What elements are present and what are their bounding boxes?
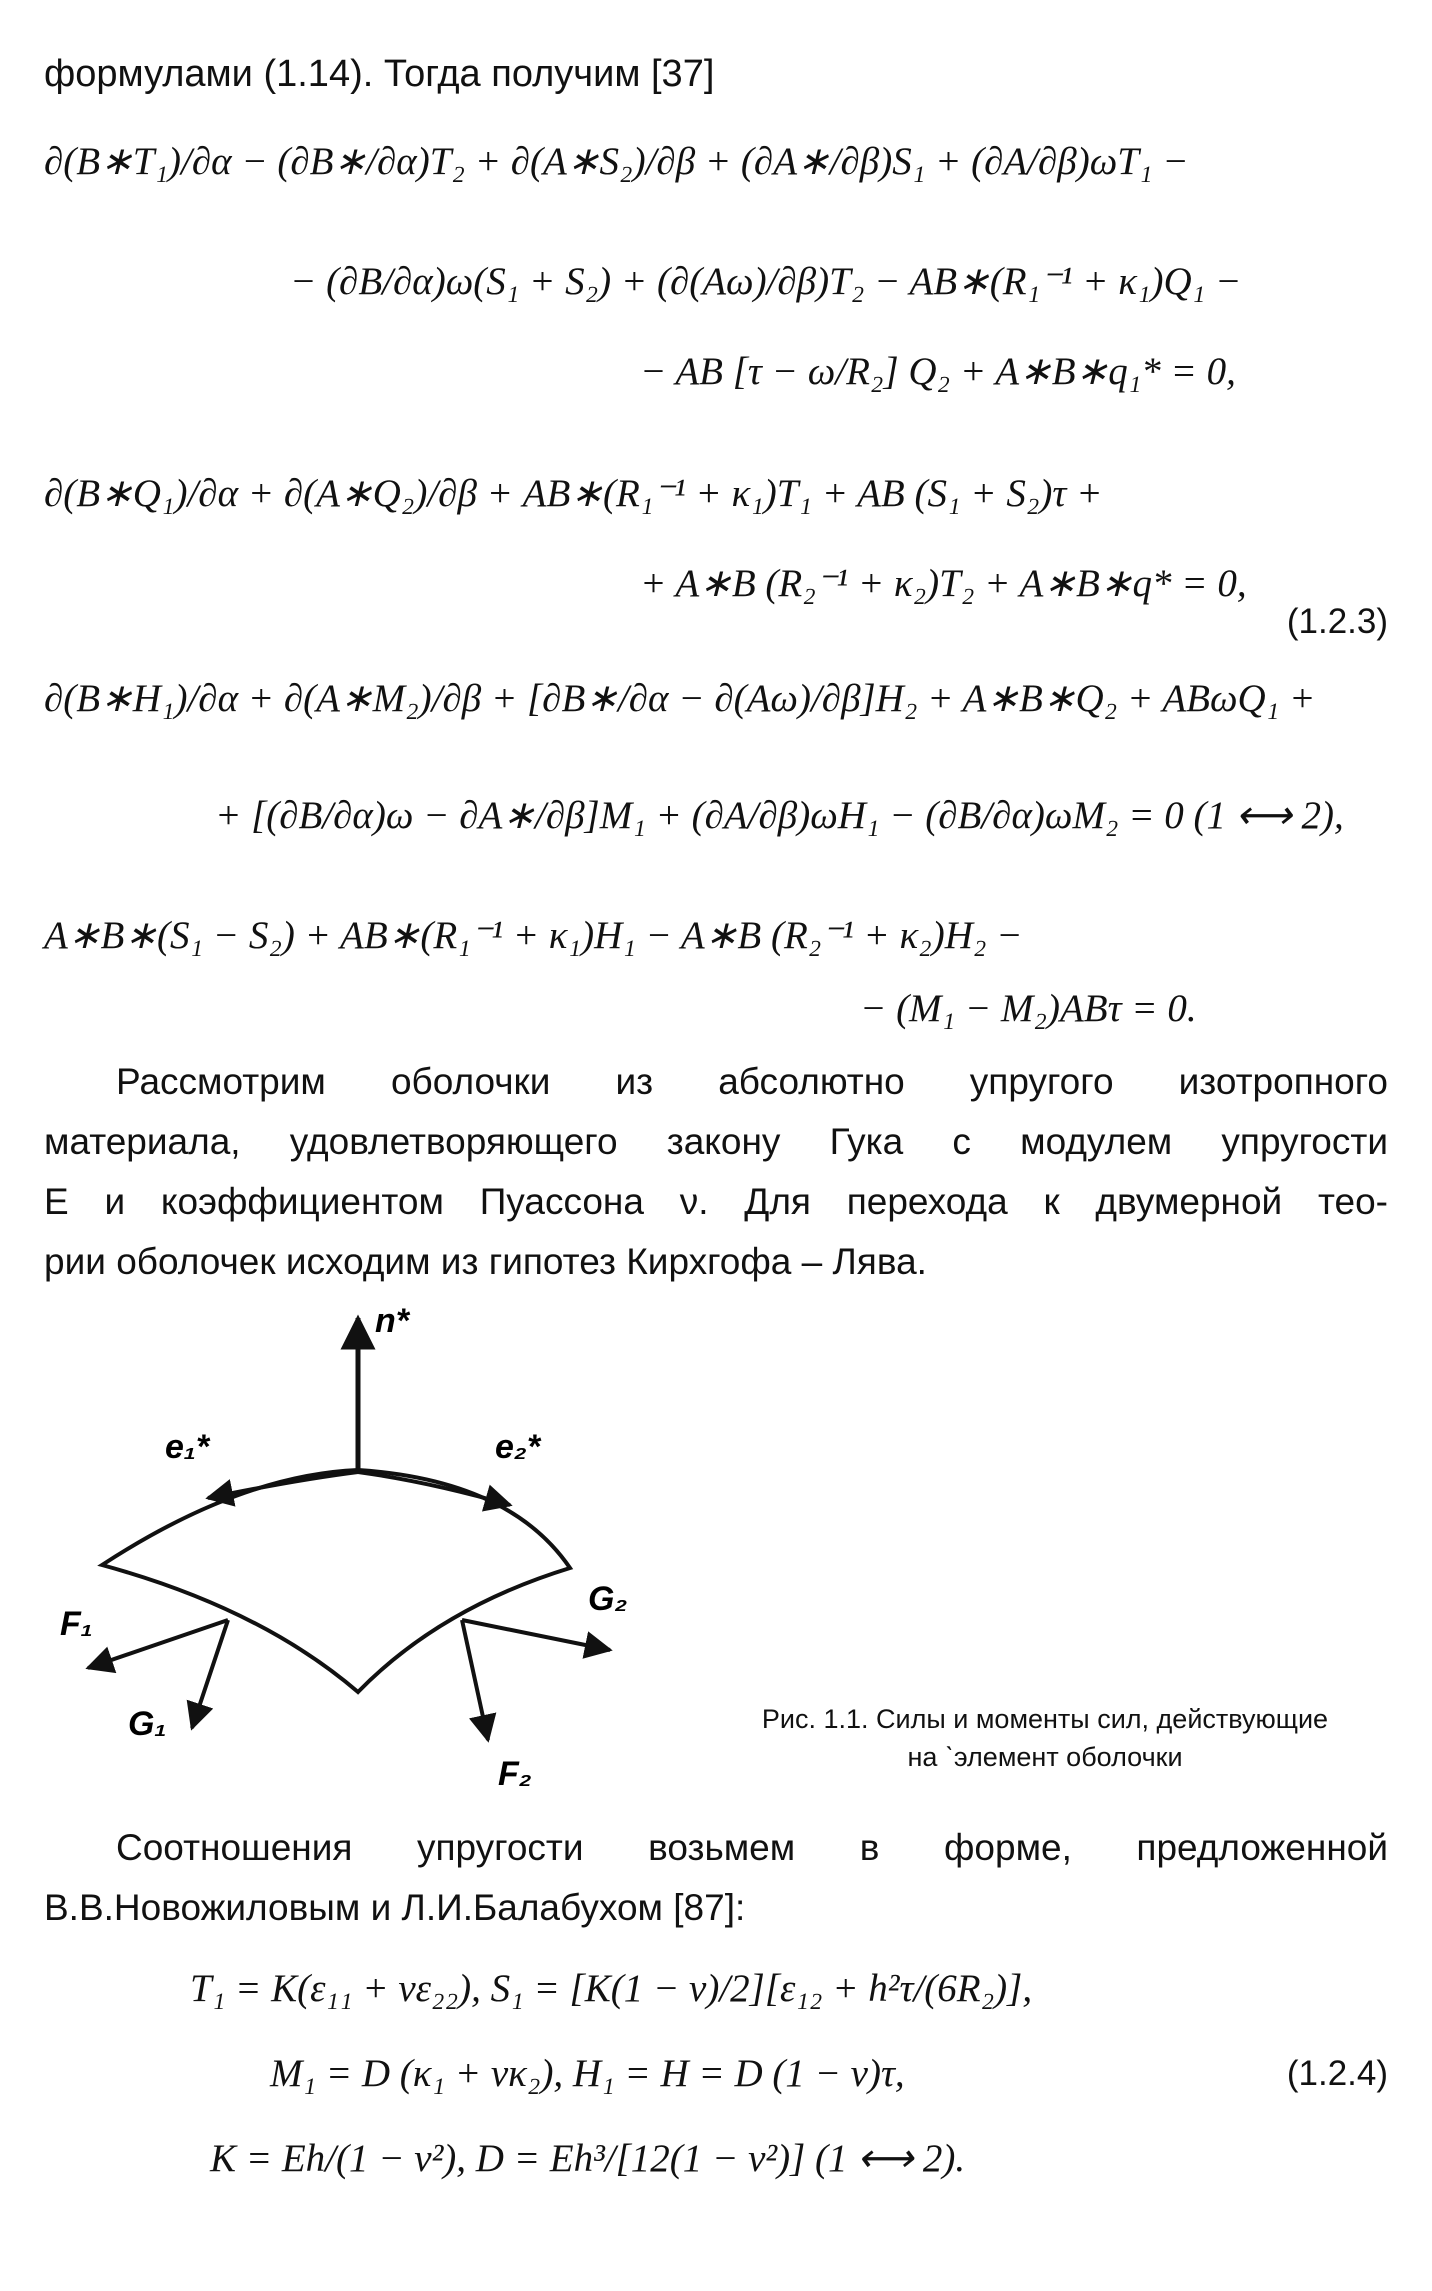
eq-1-2-3-line-7: + [(∂B/∂α)ω − ∂A∗/∂β]M₁ + (∂A/∂β)ωH₁ − (∂B/∂α)ωM₂ = 0 (1 ⟷ 2), [215, 794, 1344, 837]
intro-line: формулами (1.14). Тогда получим [37] [44, 53, 715, 95]
paragraph-line: рии оболочек исходим из гипотез Кирхгофа – Лява. [44, 1241, 927, 1282]
paragraph-line: E и коэффициентом Пуассона ν. Для перехода к двумерной тео- [44, 1181, 1388, 1222]
figure-caption [700, 1700, 1390, 1776]
eq-1-2-3-line-4: ∂(B∗Q₁)/∂α + ∂(A∗Q₂)/∂β + AB∗(R₁⁻¹ + κ₁)T₁ + AB (S₁ + S₂)τ + [44, 472, 1103, 515]
eq-number-1-2-3: (1.2.3) [1286, 602, 1388, 641]
eq-1-2-3-line-8: A∗B∗(S₁ − S₂) + AB∗(R₁⁻¹ + κ₁)H₁ − A∗B (R₂⁻¹ + κ₂)H₂ − [44, 914, 1023, 957]
eq-1-2-3-line-9: − (M₁ − M₂)ABτ = 0. [860, 987, 1197, 1030]
caption-line-1: Рис. 1.1. Силы и моменты сил, действующие [761, 1704, 1329, 1734]
paragraph-line: Соотношения упругости возьмем в форме, предложенной [116, 1827, 1388, 1868]
f1-force-arrow [88, 1620, 228, 1668]
eq-1-2-4-line-3: K = Eh/(1 − ν²), D = Eh³/[12(1 − ν²)] (1 ⟷ 2). [210, 2137, 966, 2180]
paragraph-line: Рассмотрим оболочки из абсолютно упругого изотропного [116, 1061, 1388, 1102]
paragraph-elasticity [44, 1818, 1388, 1938]
eq-1-2-3-line-2: − (∂B/∂α)ω(S₁ + S₂) + (∂(Aω)/∂β)T₂ − AB∗(R₁⁻¹ + κ₁)Q₁ − [290, 260, 1242, 303]
eq-1-2-4-line-2: M₁ = D (κ₁ + νκ₂), H₁ = H = D (1 − ν)τ, [270, 2052, 905, 2095]
eq-1-2-4-line-1: T₁ = K(ε₁₁ + νε₂₂), S₁ = [K(1 − ν)/2][ε₁₂ + h²τ/(6R₂)], [190, 1967, 1033, 2010]
eq-1-2-3-line-1: ∂(B∗T₁)/∂α − (∂B∗/∂α)T₂ + ∂(A∗S₂)/∂β + (∂A∗/∂β)S₁ + (∂A/∂β)ωT₁ − [44, 140, 1189, 183]
eq-1-2-3-line-5: + A∗B (R₂⁻¹ + κ₂)T₂ + A∗B∗q* = 0, [640, 562, 1247, 605]
label-f2: F₂ [498, 1755, 532, 1793]
label-g1: G₁ [128, 1705, 167, 1743]
paragraph-hooke [44, 1052, 1388, 1292]
g2-force-arrow [462, 1620, 610, 1650]
e2-vector-arrow [358, 1472, 510, 1505]
figure-shell-element [40, 1290, 680, 1810]
label-e1: e₁* [165, 1428, 210, 1466]
label-n: n* [375, 1302, 409, 1340]
caption-line-2: на ˋэлемент оболочки [907, 1742, 1183, 1772]
label-f1: F₁ [60, 1605, 93, 1643]
label-g2: G₂ [588, 1580, 628, 1618]
label-e2: e₂* [495, 1428, 541, 1466]
eq-number-1-2-4: (1.2.4) [1286, 2054, 1388, 2093]
f2-force-arrow [462, 1620, 488, 1740]
g1-force-arrow [192, 1620, 228, 1728]
eq-1-2-3-line-6: ∂(B∗H₁)/∂α + ∂(A∗M₂)/∂β + [∂B∗/∂α − ∂(Aω)/∂β]H₂ + A∗B∗Q₂ + ABωQ₁ + [44, 677, 1316, 720]
eq-1-2-3-line-3: − AB [τ − ω/R₂] Q₂ + A∗B∗q₁* = 0, [640, 350, 1236, 393]
paragraph-line: В.В.Новожиловым и Л.И.Балабухом [87]: [44, 1887, 746, 1928]
e1-vector-arrow [208, 1472, 358, 1498]
paragraph-line: материала, удовлетворяющего закону Гука с модулем упругости [44, 1121, 1388, 1162]
